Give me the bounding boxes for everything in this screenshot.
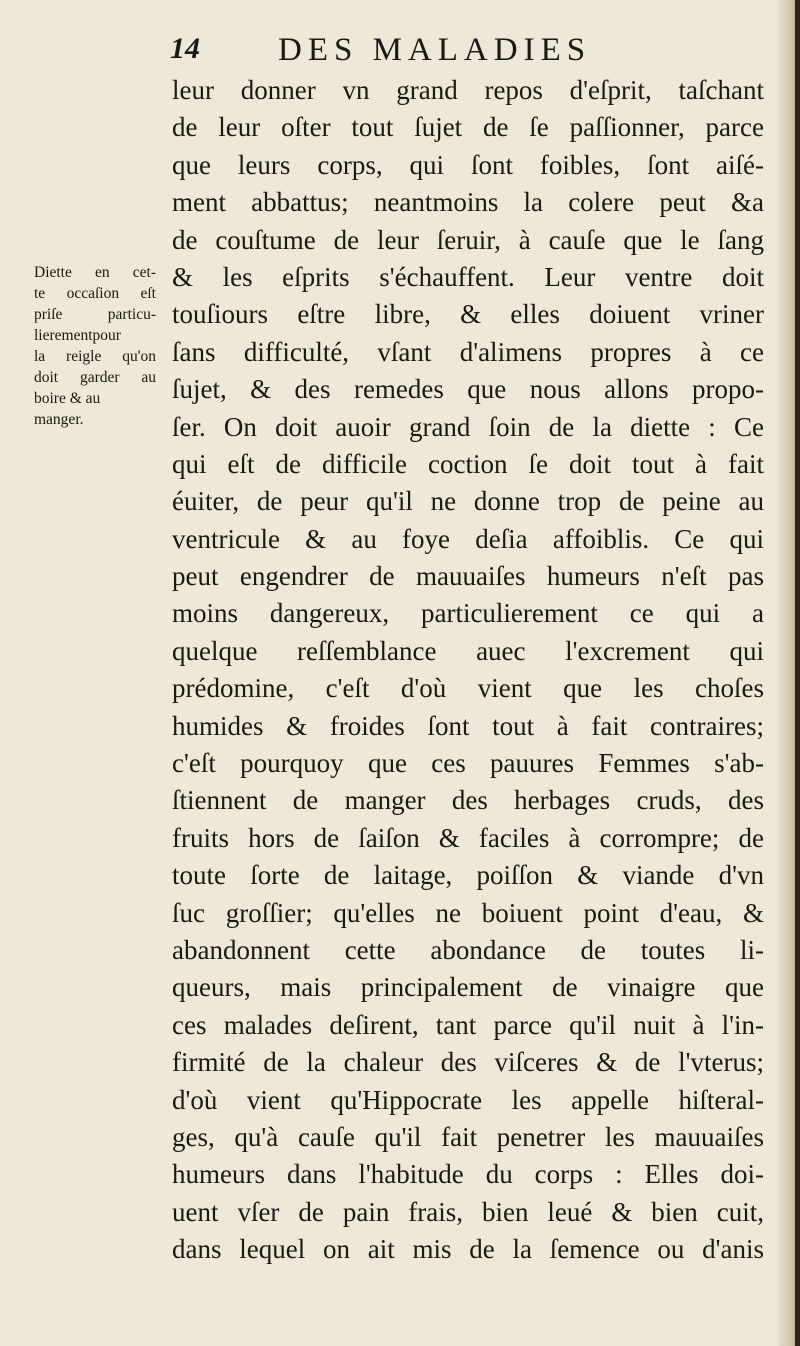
text-line: toute ſorte de laitage, poiſſon & viande d'vn: [172, 860, 764, 891]
text-line: moins dangereux, particulierement ce qui a: [172, 598, 764, 629]
main-text-block: [172, 72, 764, 1269]
text-line: ſans difficulté, vſant d'alimens propres à ce: [172, 336, 764, 367]
margin-note-line: manger.: [34, 411, 84, 428]
page-edge: [795, 0, 800, 1346]
text-line: peut engendrer de mauuaiſes humeurs n'eſt pas: [172, 561, 764, 592]
margin-note-line: priſe particu-: [34, 306, 156, 323]
page-header: [170, 32, 700, 72]
text-line: queurs, mais principalement de vinaigre que: [172, 972, 764, 1003]
text-line: ſtiennent de manger des herbages cruds, des: [172, 785, 764, 816]
text-line: fruits hors de ſaiſon & faciles à corrompre; de: [172, 822, 764, 853]
text-line: ment abbattus; neantmoins la colere peut &a: [172, 187, 764, 218]
text-line: uent vſer de pain frais, bien leué & bien cuit,: [172, 1196, 764, 1227]
text-line: quelque reſſemblance auec l'excrement qui: [172, 635, 764, 666]
text-line: éuiter, de peur qu'il ne donne trop de peine au: [172, 486, 764, 517]
text-line: abandonnent cette abondance de toutes li-: [172, 934, 764, 965]
text-line: & les eſprits s'échauffent. Leur ventre doit: [172, 261, 764, 292]
text-line: firmité de la chaleur des viſceres & de l'vterus;: [172, 1047, 764, 1078]
text-line: ces malades deſirent, tant parce qu'il nuit à l'in-: [172, 1009, 764, 1040]
text-line: touſiours eſtre libre, & elles doiuent vriner: [172, 299, 764, 330]
text-line: ventricule & au foye deſia affoiblis. Ce qui: [172, 523, 764, 554]
margin-note-line: la reigle qu'on: [34, 348, 156, 365]
margin-note-line: doit garder au: [34, 369, 156, 386]
text-line: d'où vient qu'Hippocrate les appelle hiſteral-: [172, 1084, 764, 1115]
margin-note-line: boire & au: [34, 390, 101, 407]
text-line: ſer. On doit auoir grand ſoin de la diette : Ce: [172, 411, 764, 442]
text-line: prédomine, c'eſt d'où vient que les choſes: [172, 673, 764, 704]
text-line: c'eſt pourquoy que ces pauures Femmes s'ab-: [172, 748, 764, 779]
margin-note: [34, 262, 156, 430]
text-line: que leurs corps, qui ſont foibles, ſont aiſé-: [172, 149, 764, 180]
page-number: 14: [170, 32, 200, 65]
text-line: qui eſt de difficile coction ſe doit tout à fait: [172, 448, 764, 479]
text-line: ſujet, & des remedes que nous allons propo-: [172, 374, 764, 405]
text-line: de couſtume de leur ſeruir, à cauſe que le ſang: [172, 224, 764, 255]
text-line: leur donner vn grand repos d'eſprit, taſchant: [172, 75, 764, 105]
margin-note-line: Diette en cet-: [34, 264, 156, 281]
text-line: de leur oſter tout ſujet de ſe paſſionner, parce: [172, 112, 764, 143]
text-line: humeurs dans l'habitude du corps : Elles doi-: [172, 1159, 764, 1190]
text-line: humides & froides ſont tout à fait contraires;: [172, 710, 764, 741]
text-line: ſuc groſſier; qu'elles ne boiuent point d'eau, &: [172, 897, 764, 928]
running-title: DES MALADIES: [278, 32, 592, 68]
text-line: ges, qu'à cauſe qu'il fait penetrer les mauuaiſes: [172, 1121, 764, 1152]
margin-note-line: lierementpour: [34, 327, 121, 344]
text-line: dans lequel on ait mis de la ſemence ou d'anis: [172, 1234, 764, 1265]
margin-note-line: te occaſion eſt: [34, 285, 156, 302]
